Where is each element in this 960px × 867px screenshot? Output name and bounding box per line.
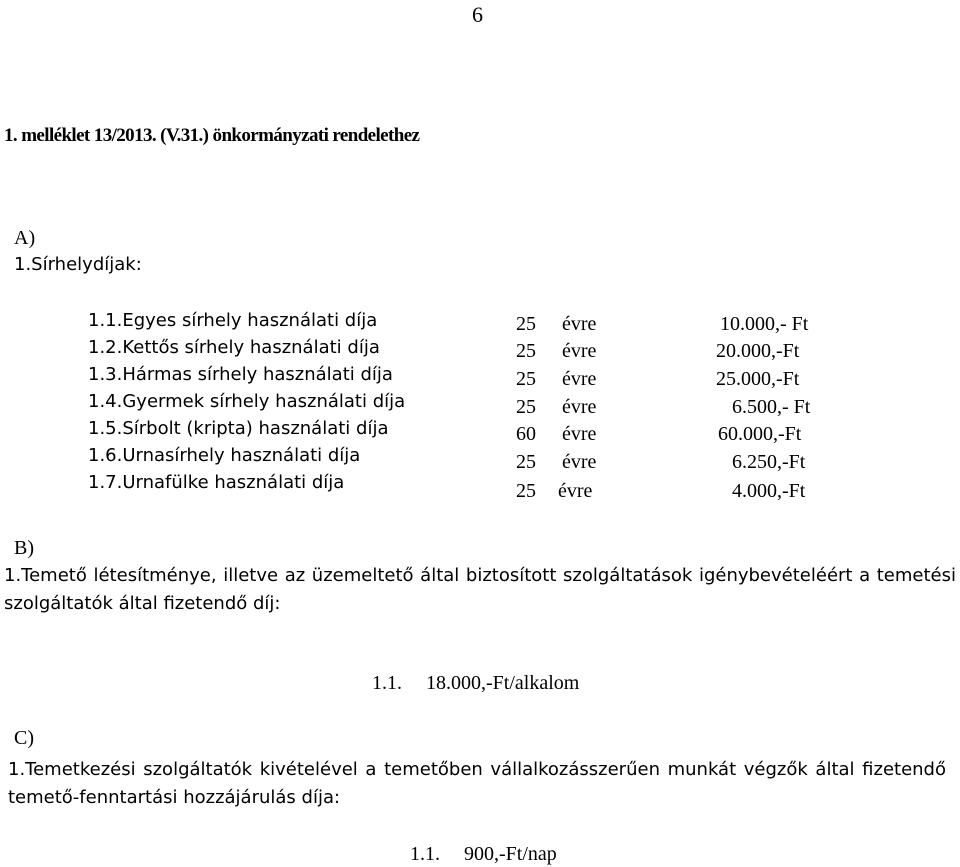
section-c-letter: C) — [14, 727, 34, 749]
fee-unit: évre — [562, 451, 597, 473]
fee-years: 25 — [516, 451, 536, 473]
section-b-fee — [372, 673, 579, 693]
fee-years: 25 — [516, 313, 536, 335]
fee-unit: évre — [562, 423, 597, 445]
fee-label: 1.5.Sírbolt (kripta) használati díja — [88, 418, 389, 439]
fee-unit: évre — [562, 313, 597, 335]
fee-years: 60 — [516, 423, 536, 445]
section-a-heading: 1.Sírhelydíjak: — [14, 254, 142, 275]
fee-years: 25 — [516, 396, 536, 418]
fee-label: 1.3.Hármas sírhely használati díja — [88, 364, 393, 385]
fee-years: 25 — [516, 340, 536, 362]
fee-price: 6.250,-Ft — [732, 451, 806, 473]
fee-price: 10.000,- Ft — [720, 313, 809, 335]
section-c-item-value: 900,-Ft/nap — [464, 843, 557, 865]
fee-price: 6.500,- Ft — [732, 396, 811, 418]
fee-unit: évre — [562, 368, 597, 390]
fee-price: 25.000,-Ft — [716, 368, 800, 390]
section-c-fee — [410, 844, 557, 864]
fee-label: 1.7.Urnafülke használati díja — [88, 472, 345, 493]
fee-unit: évre — [558, 480, 593, 502]
section-b-letter: B) — [14, 537, 34, 559]
fee-years: 25 — [516, 480, 536, 502]
fee-price: 20.000,-Ft — [716, 340, 800, 362]
fee-price: 60.000,-Ft — [718, 423, 802, 445]
fee-unit: évre — [562, 396, 597, 418]
fee-label: 1.4.Gyermek sírhely használati díja — [88, 391, 406, 412]
page-number: 6 — [472, 2, 483, 27]
section-b-item-value: 18.000,-Ft/alkalom — [426, 672, 580, 694]
section-b-text: 1.Temető létesítménye, illetve az üzemeltető által biztosított szolgáltatások igénybevételéért a temetési szolgáltatók által fizetendő díj: — [4, 565, 956, 614]
fee-label: 1.2.Kettős sírhely használati díja — [88, 337, 380, 358]
fee-label: 1.6.Urnasírhely használati díja — [88, 445, 361, 466]
fee-label: 1.1.Egyes sírhely használati díja — [88, 310, 378, 331]
section-a-letter: A) — [14, 227, 36, 249]
annex-title: 1. melléklet 13/2013. (V.31.) önkormányzati rendelethez — [4, 125, 420, 146]
section-b-item-number: 1.1. — [372, 672, 402, 694]
fee-unit: évre — [562, 340, 597, 362]
fee-price: 4.000,-Ft — [732, 480, 806, 502]
section-c-text: 1.Temetkezési szolgáltatók kivételével a temetőben vállalkozásszerűen munkát végzők által fizetendő temető-fenntartási hozzájárulás díja: — [8, 759, 946, 808]
section-c-item-number: 1.1. — [410, 843, 440, 865]
fee-years: 25 — [516, 368, 536, 390]
